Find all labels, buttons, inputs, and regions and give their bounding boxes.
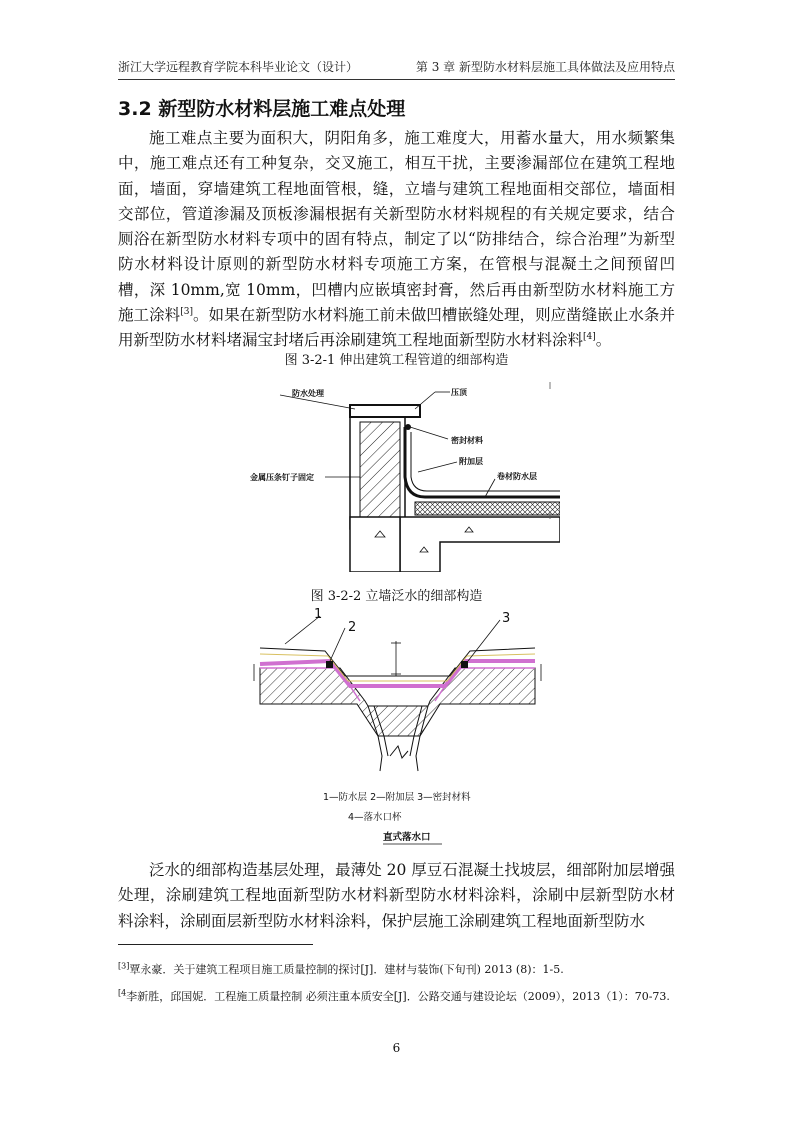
footnote-3: [118, 960, 675, 980]
section-title: 3.2 新型防水材料层施工难点处理: [118, 98, 406, 120]
citation-ref-4[interactable]: [4]: [583, 332, 596, 343]
figure-2-legend-line-2: 4—落水口杯: [348, 812, 402, 823]
callout-3: 3: [502, 611, 511, 626]
label-cap: 压顶: [451, 388, 467, 397]
running-header: [118, 58, 675, 76]
label-membrane: 卷材防水层: [497, 472, 537, 481]
citation-ref-3[interactable]: [3]: [180, 306, 193, 317]
label-sealant: 密封材料: [451, 436, 483, 445]
footnote-4: [118, 987, 675, 1007]
callout-2: 2: [348, 620, 357, 635]
figure-2-legend-line-1: 1—防水层 2—附加层 3—密封材料: [323, 792, 471, 803]
footnote-3-text: 覃永豪．关于建筑工程项目施工质量控制的探讨[J]．建材与装饰(下旬刊) 2013 (8)：1-5.: [129, 963, 564, 976]
figure-2-caption: 图 3-2-2 立墙泛水的细部构造: [310, 589, 483, 604]
header-right: 第 3 章 新型防水材料层施工具体做法及应用特点: [415, 60, 675, 74]
page-number: 6: [392, 1041, 401, 1055]
header-left: 浙江大学远程教育学院本科毕业论文（设计）: [118, 60, 359, 74]
figure-1-drawing: [235, 377, 560, 572]
footnote-3-ref: [3]: [118, 961, 130, 971]
header-rule: [118, 79, 675, 80]
paragraph-1-text-a: 施工难点主要为面积大，阴阳角多，施工难度大，用蓄水量大，用水频繁集中，施工难点还有工种复杂，交叉施工，相互干扰，主要渗漏部位在建筑工程地面，墙面，穿墙建筑工程地面管根，缝，立墙与建筑工程地面相交部位，墙面相交部位，管道渗漏及顶板渗漏根据有关新型防水材料规程的有关规定要求，结合厕浴在新型防水材料专项中的固有特点，制定了以“防排结合，综合治理”为新型防水材料设计原则的新型防水材料专项施工方案，在管根与混凝土之间预留凹槽，深 10mm,宽 10mm，凹槽内应嵌填密封膏，然后再由新型防水材料施工方施工涂料: [118, 129, 675, 325]
label-metal-strip: 金属压条钉子固定: [250, 473, 314, 482]
callout-1: 1: [314, 607, 323, 622]
body-paragraph-2: 泛水的细部构造基层处理，最薄处 20 厚豆石混凝土找坡层，细部附加层增强处理，涂刷建筑工程地面新型防水材料新型防水材料涂料，涂刷中层新型防水材料涂料，涂刷面层新型防水材料涂料，保护层施工涂刷建筑工程地面新型防水: [118, 861, 675, 930]
paragraph-1-text-c: 。: [595, 331, 612, 350]
figure-2-title: 直式落水口: [383, 832, 431, 843]
label-waterproof-treatment: 防水处理: [292, 389, 324, 398]
footnote-4-ref: [4: [118, 988, 127, 998]
footnote-rule: [118, 944, 313, 945]
label-additional-layer: 附加层: [459, 457, 483, 466]
figure-1-caption: 图 3-2-1 伸出建筑工程管道的细部构造: [284, 353, 509, 368]
figure-2-drawing: [250, 606, 545, 850]
footnote-4-text: 李新胜，邱国妮．工程施工质量控制 必须注重本质安全[J]．公路交通与建设论坛（2009），2013（1）：70-73.: [126, 990, 670, 1003]
body-paragraph-1: [118, 126, 675, 350]
paragraph-1-text-b: 。如果在新型防水材料施工前未做凹槽嵌缝处理，则应凿缝嵌止水条并用新型防水材料堵漏宝封堵后再涂刷建筑工程地面新型防水材料涂料: [118, 306, 675, 350]
